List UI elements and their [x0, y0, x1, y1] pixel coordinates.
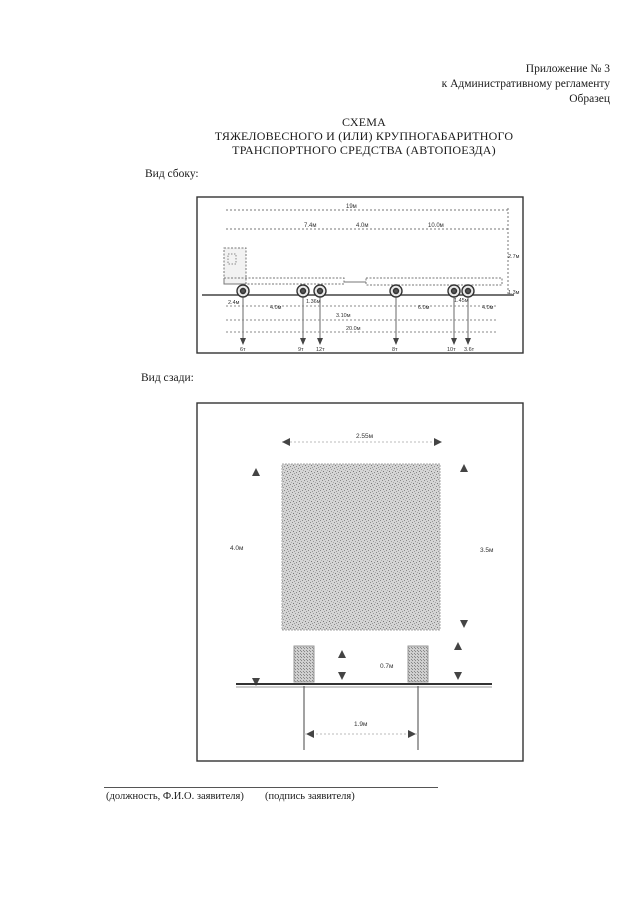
dim-top-3: 10.0м	[428, 223, 444, 229]
dim-total-length: 19м	[346, 204, 357, 210]
rear-view-diagram	[196, 402, 524, 762]
document-title: СХЕМА	[341, 115, 387, 129]
side-view-label: Вид сбоку:	[145, 168, 199, 180]
axle-load-2: 9т	[298, 347, 304, 353]
tractor-cab	[224, 248, 246, 284]
axle-load-3: 12т	[316, 347, 325, 353]
axle-load-4: 8т	[392, 347, 398, 353]
dim-bottom-7: 4.0м	[482, 305, 494, 311]
dim-bottom-2: 4.0м	[270, 305, 282, 311]
document-subtitle-1: ТЯЖЕЛОВЕСНОГО И (ИЛИ) КРУПНОГАБАРИТНОГО	[214, 129, 514, 143]
left-wheel	[294, 646, 314, 682]
ground-clearance: 0.7м	[380, 663, 394, 670]
dim-bottom-1: 2.4м	[228, 300, 240, 306]
rear-view-label: Вид сзади:	[141, 372, 194, 384]
dim-ground: 1.3м	[508, 290, 520, 296]
rear-width: 2.55м	[356, 433, 374, 440]
rear-height-right: 3.5м	[480, 547, 494, 554]
dim-bottom-4: 3.10м	[336, 313, 351, 319]
rear-height-left: 4.0м	[230, 545, 244, 552]
appendix-number: Приложение № 3	[525, 63, 610, 75]
signature-line	[104, 787, 438, 788]
side-view-diagram	[196, 196, 524, 354]
dim-bottom-3: 1.36м	[306, 299, 321, 305]
applicant-position-name: (должность, Ф.И.О. заявителя)	[106, 791, 244, 802]
track-width: 1.9м	[354, 721, 368, 728]
right-wheel	[408, 646, 428, 682]
cargo-block	[282, 464, 440, 630]
axle-load-5: 10т	[447, 347, 456, 353]
applicant-signature: (подпись заявителя)	[265, 791, 355, 802]
axle-load-1: 6т	[240, 347, 246, 353]
appendix-reference: к Административному регламенту	[441, 78, 610, 90]
dim-height: 2.7м	[508, 254, 520, 260]
axle-load-6: 3.6т	[464, 347, 475, 353]
dim-bottom-5: 6.0м	[418, 305, 430, 311]
dim-bottom-6: 1.45м	[454, 298, 469, 304]
dim-overall: 20.0м	[346, 326, 361, 332]
dim-top-2: 4.0м	[356, 223, 369, 229]
sample-label: Образец	[569, 93, 610, 105]
dim-top-1: 7.4м	[304, 223, 317, 229]
document-subtitle-2: ТРАНСПОРТНОГО СРЕДСТВА (АВТОПОЕЗДА)	[232, 143, 496, 157]
